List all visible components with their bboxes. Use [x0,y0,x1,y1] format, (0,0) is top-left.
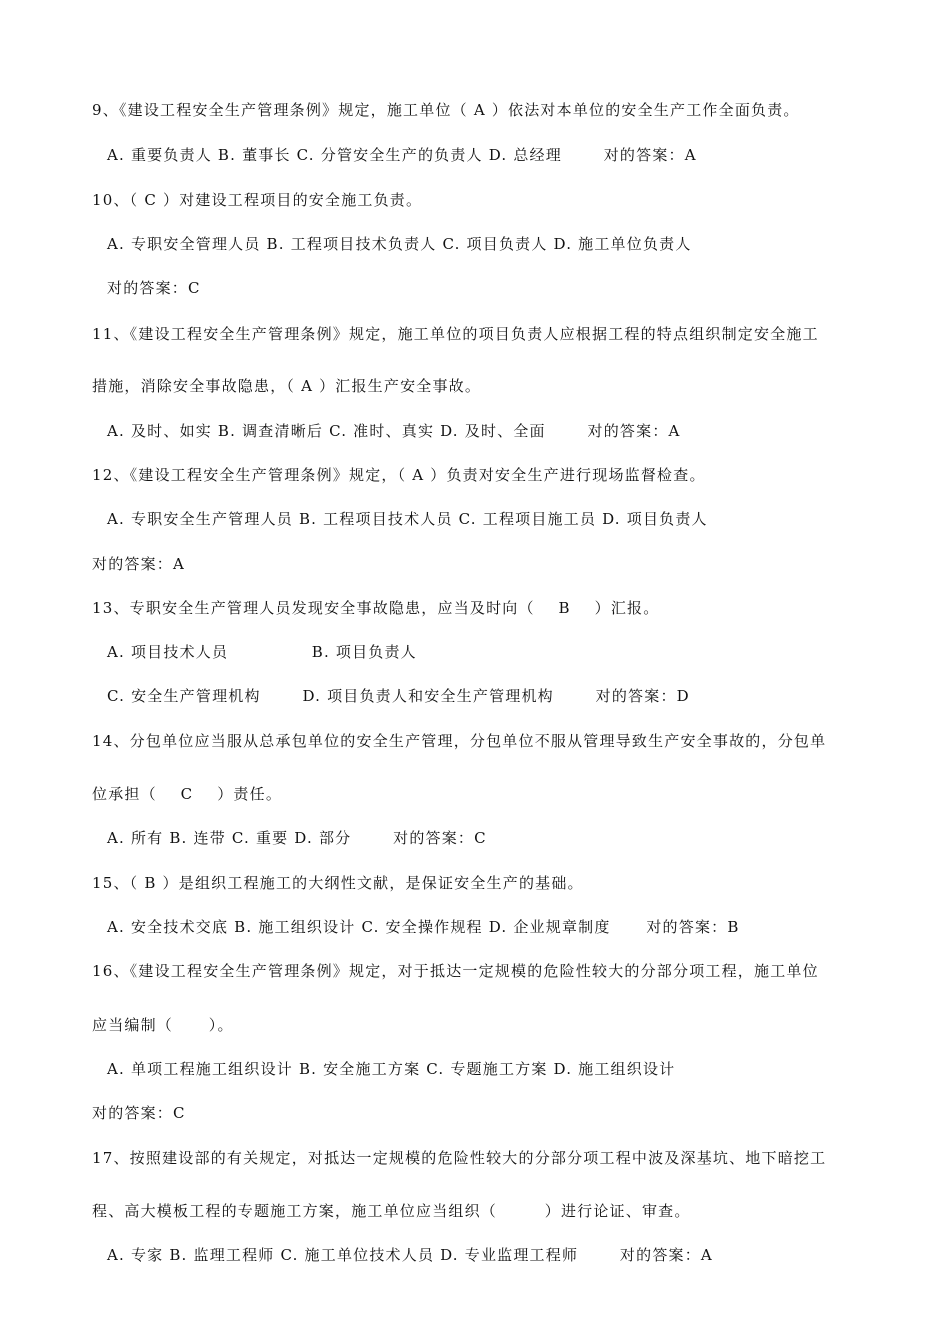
question-12-options: A. 专职安全生产管理人员 B. 工程项目技术人员 C. 工程项目施工员 D. 项目负责人 [107,510,708,528]
question-10: 10、（ C ）对建设工程项目的安全施工负责。 [92,191,423,209]
question-15: 15、（ B ）是组织工程施工的大纲性文献，是保证安全生产的基础。 [92,874,584,892]
question-13-options-1: A. 项目技术人员 B. 项目负责人 [107,643,417,661]
question-11-options: A. 及时、如实 B. 调查清晰后 C. 准时、真实 D. 及时、全面 对的答案：A [107,422,681,440]
question-10-answer: 对的答案：C [107,279,201,297]
question-17-options: A. 专家 B. 监理工程师 C. 施工单位技术人员 D. 专业监理工程师 对的答案：A [107,1246,713,1264]
question-9-options: A. 重要负责人 B. 董事长 C. 分管安全生产的负责人 D. 总经理 对的答案：A [107,146,697,164]
question-10-options: A. 专职安全管理人员 B. 工程项目技术负责人 C. 项目负责人 D. 施工单位负责人 [107,235,692,253]
question-16-answer: 对的答案：C [92,1104,186,1122]
question-11-line-1: 11、《建设工程安全生产管理条例》规定，施工单位的项目负责人应根据工程的特点组织制定安全施工 [92,325,819,343]
question-14-line-2: 位承担（ C ）责任。 [92,785,283,803]
question-12: 12、《建设工程安全生产管理条例》规定，（ A ）负责对安全生产进行现场监督检查。 [92,466,706,484]
question-15-options: A. 安全技术交底 B. 施工组织设计 C. 安全操作规程 D. 企业规章制度 对的答案：B [107,918,740,936]
question-17-line-1: 17、按照建设部的有关规定，对抵达一定规模的危险性较大的分部分项工程中波及深基坑、地下暗挖工 [92,1149,827,1167]
question-13: 13、专职安全生产管理人员发现安全事故隐患，应当及时向（ B ）汇报。 [92,599,660,617]
question-14-options: A. 所有 B. 连带 C. 重要 D. 部分 对的答案：C [107,829,487,847]
question-16-line-1: 16、《建设工程安全生产管理条例》规定，对于抵达一定规模的危险性较大的分部分项工程，施工单位 [92,962,819,980]
question-16-options: A. 单项工程施工组织设计 B. 安全施工方案 C. 专题施工方案 D. 施工组织设计 [107,1060,676,1078]
question-9: 9、《建设工程安全生产管理条例》规定，施工单位（ A ）依法对本单位的安全生产工作全面负责。 [92,101,800,119]
question-16-line-2: 应当编制（ ）。 [92,1016,234,1034]
question-12-answer: 对的答案：A [92,555,186,573]
question-11-line-2: 措施，消除安全事故隐患，（ A ）汇报生产安全事故。 [92,377,482,395]
question-17-line-2: 程、高大模板工程的专题施工方案，施工单位应当组织（ ）进行论证、审查。 [92,1202,691,1220]
question-13-options-2: C. 安全生产管理机构 D. 项目负责人和安全生产管理机构 对的答案：D [107,687,690,705]
question-14-line-1: 14、分包单位应当服从总承包单位的安全生产管理，分包单位不服从管理导致生产安全事故的，分包单 [92,732,827,750]
